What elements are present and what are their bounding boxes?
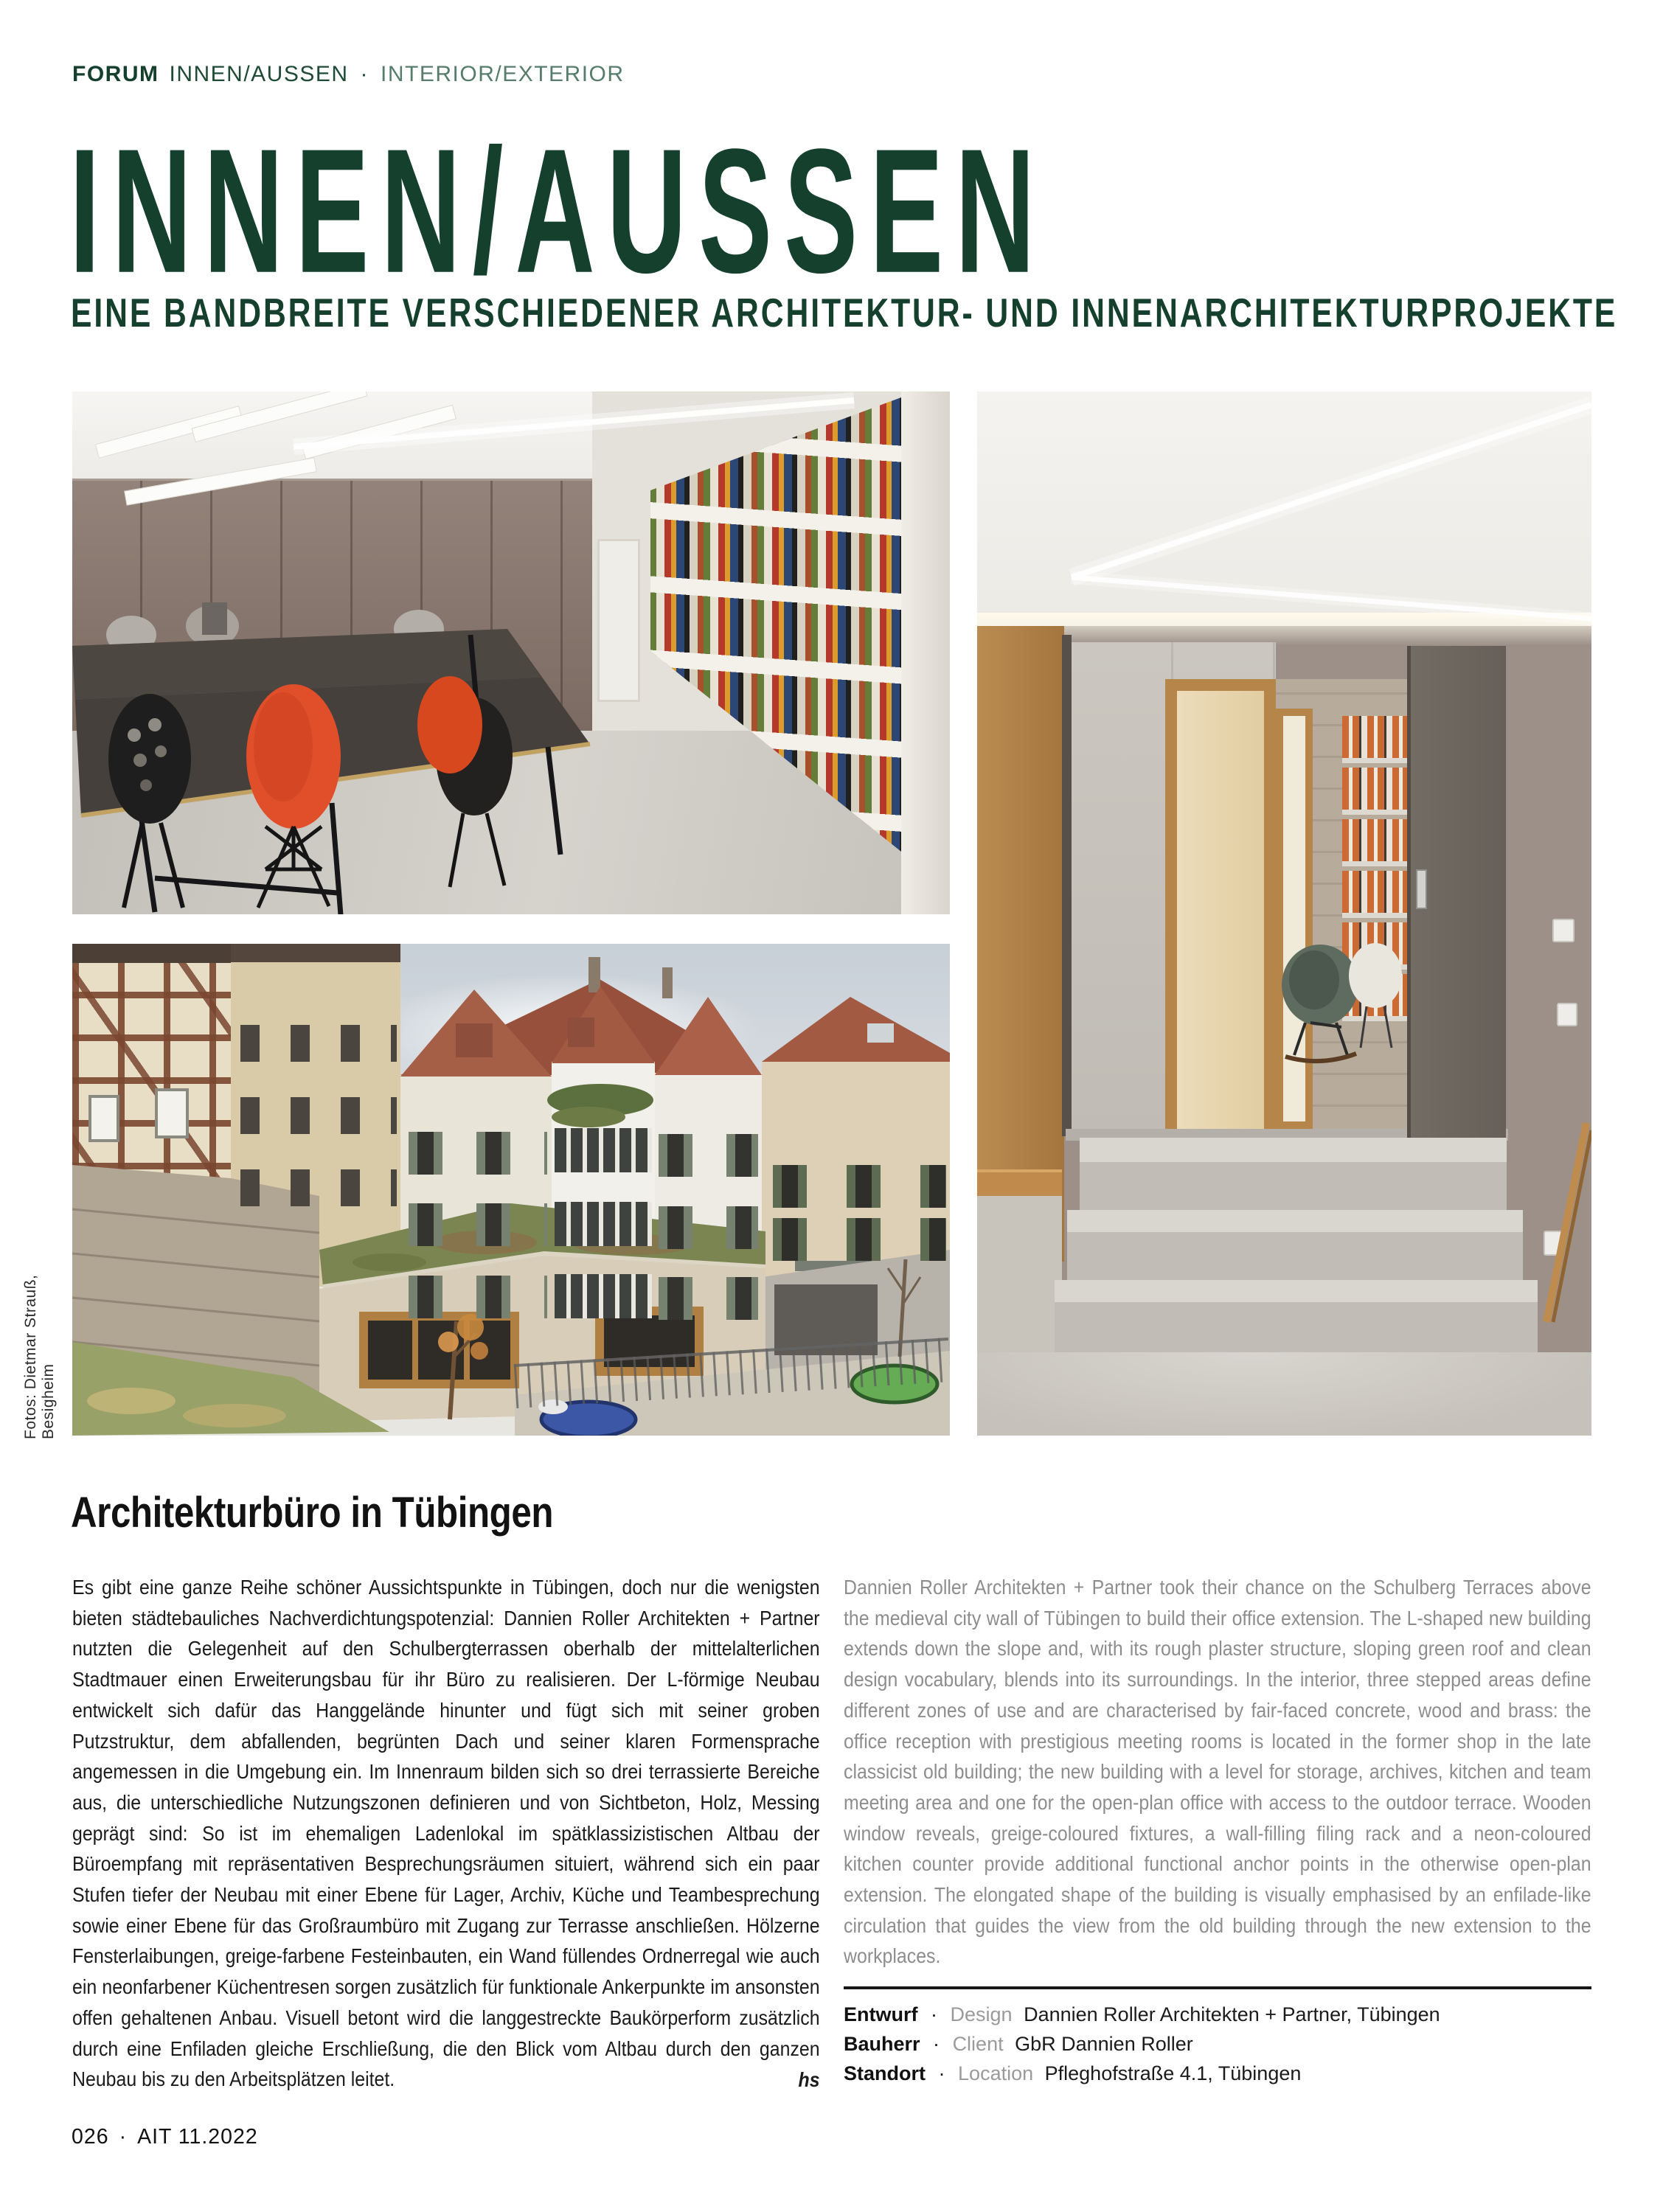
credit-design	[844, 2000, 1591, 2029]
kicker-topic-en: INTERIOR/EXTERIOR	[381, 62, 625, 86]
credit-client	[844, 2029, 1591, 2059]
wooden-pole	[1546, 1123, 1591, 1322]
credit-label-en: Client	[952, 2033, 1004, 2055]
window-row	[240, 1097, 397, 1134]
page-footer	[72, 2125, 258, 2149]
footer-separator: ·	[119, 2125, 128, 2149]
photo-office-interior	[72, 392, 950, 914]
orange-chair-2	[417, 676, 482, 773]
glazed-bay-row	[555, 1128, 652, 1172]
credit-separator: ·	[931, 2003, 938, 2025]
photo-entrance-hall	[977, 392, 1591, 1436]
shuttered-window-row	[659, 1277, 758, 1320]
window-row	[240, 1169, 397, 1206]
rocking-chair	[1282, 945, 1358, 1061]
credit-location	[844, 2059, 1591, 2088]
photo-tuebingen-cityscape	[72, 944, 950, 1436]
shuttered-window-row	[659, 1206, 758, 1249]
page-subtitle: EINE BANDBREITE VERSCHIEDENER ARCHITEKTUR- UND INNENARCHITEKTURPROJEKTE	[71, 291, 1618, 336]
window-row	[240, 1025, 397, 1062]
credit-label-en: Location	[958, 2062, 1034, 2084]
page-kicker	[72, 62, 625, 87]
credit-label-de: Bauherr	[844, 2033, 920, 2055]
credit-separator: ·	[938, 2062, 945, 2084]
credit-label-de: Entwurf	[844, 2003, 918, 2025]
office-furniture	[72, 392, 950, 914]
kicker-topic: INNEN/AUSSEN	[169, 62, 349, 86]
project-credits	[844, 2000, 1591, 2088]
page-title: INNEN/AUSSEN	[69, 111, 1047, 310]
shuttered-window-row	[773, 1165, 946, 1208]
credit-separator: ·	[933, 2033, 940, 2055]
credit-value: Dannien Roller Architekten + Partner, Tübingen	[1024, 2003, 1440, 2025]
credit-label-en: Design	[950, 2003, 1013, 2025]
shuttered-window-row	[409, 1203, 547, 1246]
english-paragraph: Dannien Roller Architekten + Partner took their chance on the Schulberg Terraces above the medieval city wall of Tübingen to build their office extension. The L-shaped new building extends down the slope and, with its rough plaster structure, sloping green roof and clean design vocabulary, blends into its surroundings. In the interior, three stepped areas define different zones of use and are characterised by fair-faced concrete, wood and brass: the office reception with prestigious meeting rooms is located in the former shop in the late classicist old building; the new building with a level for storage, archives, kitchen and team meeting area and one for the open-plan office with access to the outdoor terrace. Wooden window reveals, greige-coloured fixtures, a wall-filling filing rack and a neon-coloured kitchen counter provide additional functional anchor points in the otherwise open-plan extension. The elongated shape of the building is visually emphasised by an enfilade-like circulation that guides the view from the old building through the new extension to the workplaces.	[844, 1576, 1591, 1968]
kicker-separator: ·	[360, 62, 369, 86]
article-text-german	[72, 1572, 820, 2095]
credits-divider	[844, 1986, 1591, 1989]
glazed-bay-row	[555, 1274, 652, 1318]
shuttered-window-row	[659, 1134, 758, 1177]
article-heading: Architekturbüro in Tübingen	[71, 1489, 554, 1537]
credit-label-de: Standort	[844, 2062, 926, 2084]
page-number: 026	[72, 2125, 109, 2149]
shuttered-window-row	[409, 1276, 547, 1318]
author-initials: hs	[798, 2068, 820, 2092]
article-text-english	[844, 1572, 1591, 1972]
shuttered-window-row	[773, 1218, 946, 1261]
issue-label: AIT 11.2022	[137, 2125, 258, 2149]
credit-value: Pfleghofstraße 4.1, Tübingen	[1044, 2062, 1302, 2084]
orange-chair	[246, 684, 341, 908]
photo-credit: Fotos: Dietmar Strauß, Besigheim	[22, 1274, 57, 1439]
german-paragraph: Es gibt eine ganze Reihe schöner Aussichtspunkte in Tübingen, doch nur die wenigsten bieten städtebauliches Nachverdichtungspotenzial: Dannien Roller Architekten + Partner nutzten die Gelegenheit auf den Schulbergterrassen oberhalb der mittelalterlichen Stadtmauer einen Erweiterungsbau für ihr Büro zu realisieren. Der L-förmige Neubau entwickelt sich dafür das Hanggelände hinunter und fügt sich mit seiner groben Putzstruktur, dem abfallenden, begrünten Dach und seiner klaren Formensprache angemessen in die Umgebung ein. Im Innenraum bilden sich so drei terrassierte Bereiche aus, die unterschiedliche Nutzungszonen definieren und von Sichtbeton, Holz, Messing geprägt sind: So ist im ehemaligen Ladenlokal im spätklassizistischen Altbau der Büroempfang mit repräsentativen Besprechungsräumen situiert, während sich ein paar Stufen tiefer der Neubau mit einer Ebene für Lager, Archiv, Küche und Teambesprechung sowie einer Ebene für das Großraumbüro mit Zugang zur Terrasse anschließen. Hölzerne Fensterlaibungen, greige-farbene Festeinbauten, ein Wand füllendes Ordnerregal wie auch ein neonfarbener Küchentresen sorgen zusätzlich für funktionale Ankerpunkte im ansonsten offen gehaltenen Anbau. Visuell betont wird die langgestreckte Baukörperform zusätzlich durch eine Enfiladen gleiche Erschließung, die den Blick vom Altbau durch den ganzen Neubau bis zu den Arbeitsplätzen leitet.	[72, 1576, 820, 2091]
credit-value: GbR Dannien Roller	[1015, 2033, 1193, 2055]
kicker-section: FORUM	[72, 62, 159, 86]
shuttered-window-row	[409, 1132, 547, 1175]
hall-details	[977, 392, 1591, 1436]
white-chair	[1349, 943, 1402, 1048]
glazed-bay-row	[555, 1202, 652, 1246]
